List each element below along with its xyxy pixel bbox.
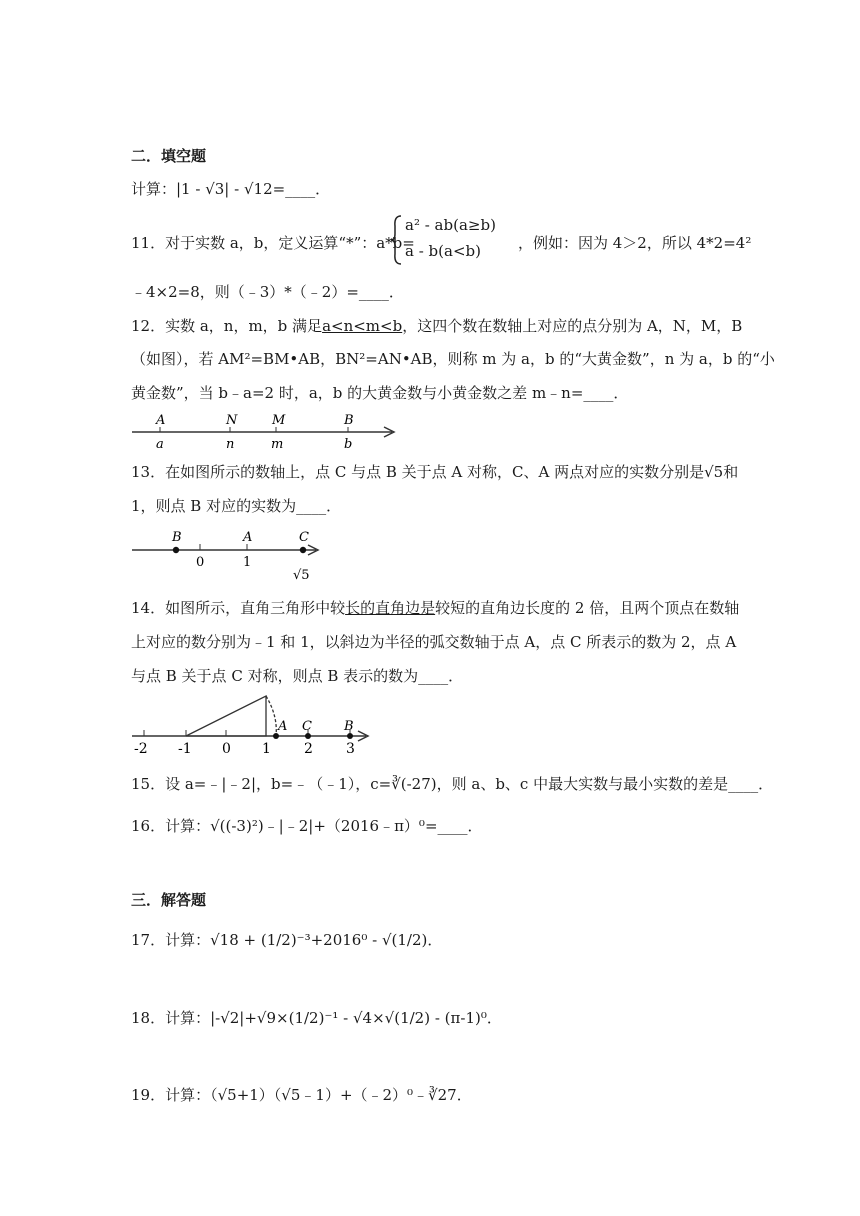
fig14-tick-m2: -2 xyxy=(134,741,148,756)
fig14-tick-m1: -1 xyxy=(178,741,192,756)
piecewise-case-1: a² - ab(a≥b) xyxy=(405,216,496,234)
question-14-line1: 14．如图所示，直角三角形中较长的直角边是较短的直角边长度的 2 倍，且两个顶点在数轴 xyxy=(131,599,740,617)
fig13-tick-sqrt5: √5 xyxy=(293,568,310,582)
fig13-tick-1: 1 xyxy=(243,555,252,570)
question-18: 18．计算：|-√2|+√9×(1/2)⁻¹ - √4×√(1/2) - (π-1)⁰． xyxy=(131,1009,502,1027)
question-19: 19．计算：（√5+1）（√5﹣1）+（﹣2）⁰﹣∛27． xyxy=(131,1086,472,1104)
question-17: 17．计算：√18 + (1/2)⁻³+2016⁰ - √(1/2)． xyxy=(131,931,443,949)
number-line-figure-13 xyxy=(130,524,330,582)
fig14-label-C: C xyxy=(302,719,312,734)
fig12-label-N: N xyxy=(226,413,238,428)
piecewise-case-2: a - b(a<b) xyxy=(405,242,481,260)
fig14-tick-2: 2 xyxy=(304,741,313,756)
fig13-label-C: C xyxy=(299,530,309,545)
fig14-tick-1: 1 xyxy=(262,741,271,756)
fig13-tick-0: 0 xyxy=(196,555,205,570)
fig12-label-A: A xyxy=(156,413,166,428)
fig12-label-n: n xyxy=(226,437,235,452)
question-14-line2: 上对应的数分别为﹣1 和 1，以斜边为半径的弧交数轴于点 A，点 C 所表示的数为 2，点 A xyxy=(131,633,737,651)
fig13-label-A: A xyxy=(243,530,253,545)
fig13-label-B: B xyxy=(172,530,182,545)
fig12-label-a: a xyxy=(156,437,164,452)
question-10: 计算：|1 - √3| - √12=____． xyxy=(131,180,331,198)
long-leg-underlined: 长的直角边是 xyxy=(345,599,436,617)
fig13-point-C xyxy=(300,547,306,553)
fig12-label-M: M xyxy=(272,413,286,428)
condition-underlined: a<n<m<b xyxy=(322,317,403,335)
question-16: 16．计算：√((-3)²)﹣|﹣2|+（2016﹣π）⁰=____． xyxy=(131,817,483,835)
question-13-line1: 13．在如图所示的数轴上，点 C 与点 B 关于点 A 对称，C、A 两点对应的实数分别是√5和 xyxy=(131,463,739,481)
arc-dashed xyxy=(266,696,276,736)
question-15: 15．设 a=﹣|﹣2|，b=﹣（﹣1），c=∛(-27)，则 a、b、c 中最大实数与最小实数的差是____． xyxy=(131,775,774,793)
fig12-label-b: b xyxy=(344,437,353,452)
question-12-line3: 黄金数”，当 b﹣a=2 时，a，b 的大黄金数与小黄金数之差 m﹣n=____． xyxy=(131,384,629,402)
fig14-label-A: A xyxy=(278,719,288,734)
section-title-fill: 二．填空题 xyxy=(131,147,207,165)
question-11-line2: ﹣4×2=8，则（﹣3）*（﹣2）=____． xyxy=(131,283,404,301)
question-11-line1-post: ，例如：因为 4＞2，所以 4*2=4² xyxy=(518,234,752,252)
piecewise-brace xyxy=(390,214,404,266)
fig14-tick-3: 3 xyxy=(346,741,355,756)
fig14-label-B: B xyxy=(344,719,354,734)
section-title-answer: 三．解答题 xyxy=(131,891,207,909)
question-12-line2: （如图），若 AM²=BM•AB，BN²=AN•AB，则称 m 为 a，b 的“大黄金数”，n 为 a，b 的“小 xyxy=(131,350,775,368)
fig13-point-B xyxy=(173,547,179,553)
question-11-line1-pre: 11．对于实数 a，b，定义运算“*”：a*b= xyxy=(131,234,415,252)
fig12-label-m: m xyxy=(271,437,284,452)
fig14-tick-0: 0 xyxy=(222,741,231,756)
question-14-line3: 与点 B 关于点 C 对称，则点 B 表示的数为____． xyxy=(131,667,464,685)
question-12-line1: 12．实数 a，n，m，b 满足a<n<m<b，这四个数在数轴上对应的点分别为 A，N，M，B xyxy=(131,317,743,335)
number-line-figure-12 xyxy=(130,410,410,452)
fig12-label-B: B xyxy=(344,413,354,428)
number-line-figure-14 xyxy=(130,690,375,756)
question-13-line2: 1，则点 B 对应的实数为____． xyxy=(131,497,342,515)
